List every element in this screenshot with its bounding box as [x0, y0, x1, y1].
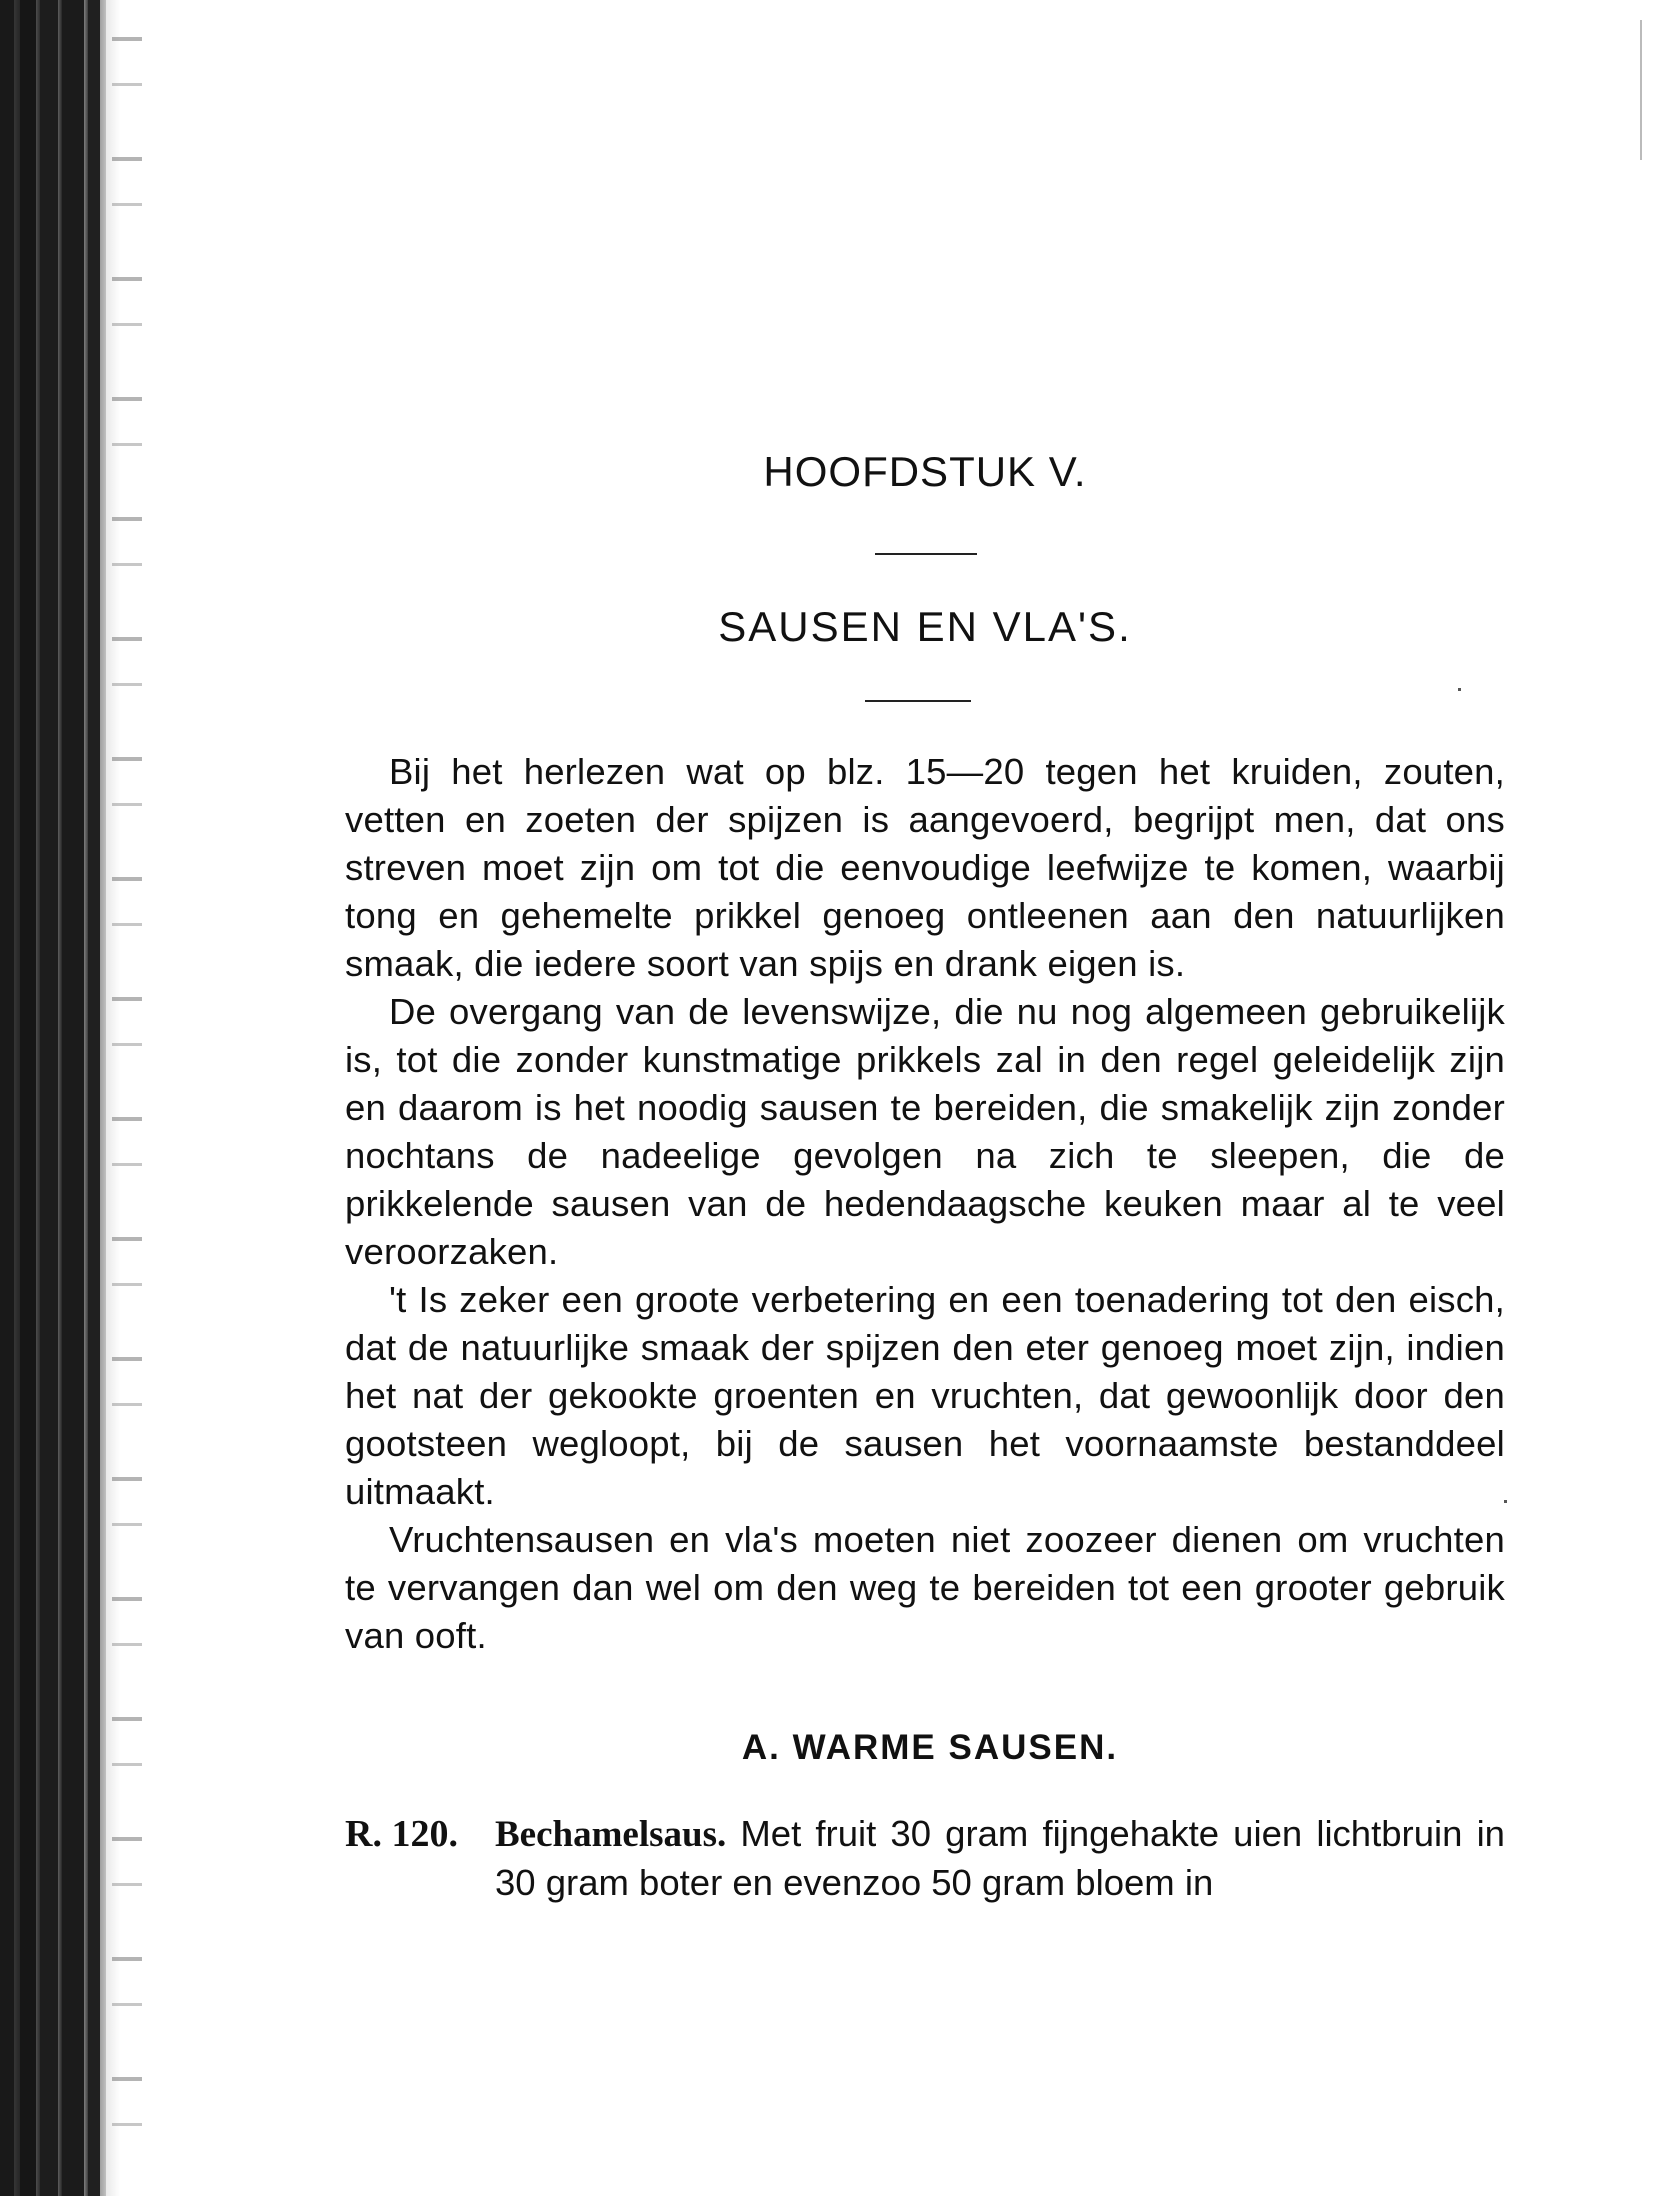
scan-dot — [1504, 1500, 1507, 1503]
paragraph: Bij het herlezen wat op blz. 15—20 tegen het kruiden, zouten, vetten en zoeten der spijzen is aangevoerd, begrijpt men, dat ons streven moet zijn om tot die eenvoudige leefwijze te komen, waarbij tong en gehemelte prikkel genoeg ontleenen aan den natuurlijken smaak, die iedere soort van spijs en drank eigen is. — [345, 751, 1505, 984]
chapter-divider — [875, 553, 977, 555]
scan-edge-mark — [1640, 20, 1642, 160]
paragraph: Vruchtensausen en vla's moeten niet zoozeer dienen om vruchten te vervangen dan wel om den weg te bereiden tot een grooter gebruik van ooft. — [345, 1519, 1505, 1656]
subsection-title: A. WARME SAUSEN. — [741, 1728, 1119, 1767]
scan-dot — [1458, 688, 1461, 691]
section-title: SAUSEN EN VLA'S. — [718, 603, 1132, 650]
recipe-text: Met fruit 30 gram fijngehakte uien lichtbruin in 30 gram boter en evenzoo 50 gram bloem in — [495, 1813, 1505, 1903]
recipe-name: Bechamelsaus. — [495, 1814, 727, 1855]
recipe-body — [495, 1810, 1505, 1907]
scan-speckle — [112, 0, 142, 2196]
chapter-title: HOOFDSTUK V. — [763, 448, 1087, 495]
paragraph: 't Is zeker een groote verbetering en een toenadering tot den eisch, dat de natuurlijke smaak der spijzen den eter genoeg moet zijn, indien het nat der gekookte groenten en vruchten, dat gewoonlijk door den gootsteen wegloopt, bij de sausen het voornaamste bestanddeel uitmaakt. — [345, 1279, 1505, 1512]
recipe-number: R. 120. — [345, 1813, 458, 1855]
intro-text — [345, 748, 1505, 1660]
paragraph: De overgang van de levenswijze, die nu nog algemeen gebruikelijk is, tot die zonder kunstmatige prikkels zal in den regel geleidelijk zijn en daarom is het noodig sausen te bereiden, die smakelijk zijn zonder nochtans de nadeelige gevolgen na zich te sleepen, die de prikkelende sausen van de hedendaagsche keuken maar al te veel veroorzaken. — [345, 991, 1505, 1272]
recipe-entry — [345, 1810, 1505, 1907]
book-binding-edge — [0, 0, 120, 2196]
section-divider — [865, 700, 971, 702]
